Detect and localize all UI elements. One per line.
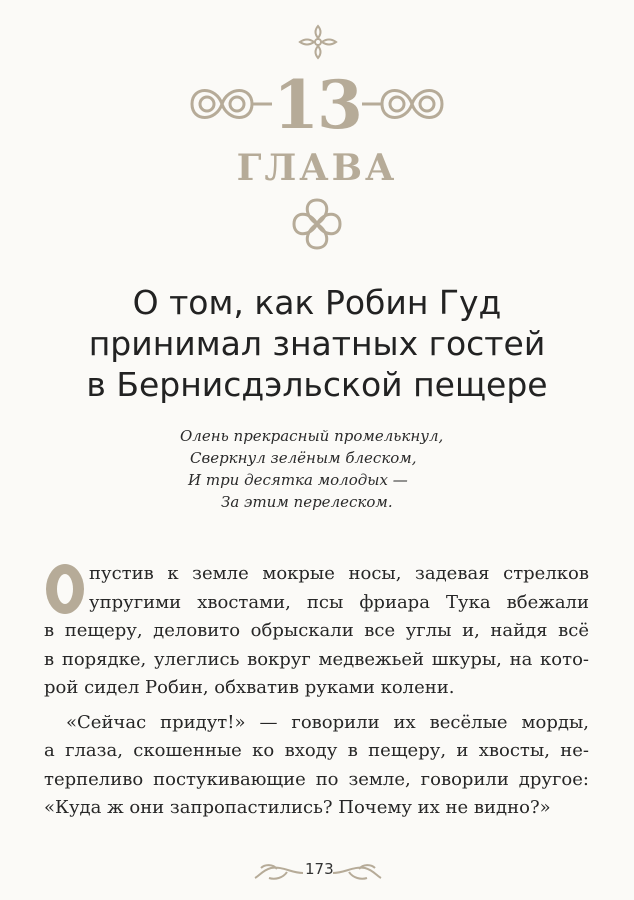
body-text [44, 560, 589, 823]
text-line: терпеливо постукивающие по земле, говорили другое: [44, 768, 589, 790]
text-line: пустив к земле мокрые носы, задевая стрелков [89, 563, 589, 584]
title-line: принимал знатных гостей [88, 324, 546, 363]
text-line: «Куда ж они запропастились? Почему их не видно?» [44, 797, 551, 818]
text-line: в пещеру, деловито обрыскали все углы и, найдя всё [44, 620, 589, 641]
chapter-label: ГЛАВА [236, 147, 398, 189]
celtic-knot-icon [297, 22, 339, 62]
epigraph-line: За этим перелеском. [221, 493, 393, 511]
text-line: рой сидел Робин, обхватив руками колени. [44, 677, 455, 698]
dropcap-o-icon [44, 562, 86, 616]
text-line: «Сейчас придут!» — говорили их весёлые морды, [66, 711, 589, 733]
paragraph [44, 709, 589, 823]
page-footer [0, 858, 634, 888]
page-number: 173 [305, 860, 334, 878]
epigraph-line: И три десятка молодых — [188, 471, 408, 489]
chapter-number: 13 [273, 66, 361, 144]
epigraph [168, 425, 468, 513]
text-line: а глаза, скошенные ко входу в пещеру, и хвосты, не- [44, 740, 589, 761]
vine-ornament-icon [253, 862, 305, 884]
chapter-title [30, 282, 604, 405]
vine-ornament-icon [331, 862, 383, 884]
epigraph-line: Олень прекрасный промелькнул, [180, 427, 444, 445]
title-line: О том, как Робин Гуд [132, 283, 502, 322]
text-line: упругими хвостами, псы фриара Тука вбежали [89, 591, 589, 613]
title-line: в Бернисдэльской пещере [86, 365, 548, 404]
celtic-knot-icon [290, 196, 344, 252]
epigraph-line: Сверкнул зелёным блеском, [190, 449, 417, 467]
text-line: в порядке, улеглись вокруг медвежьей шкуры, на кото- [44, 648, 589, 670]
paragraph [44, 560, 589, 703]
